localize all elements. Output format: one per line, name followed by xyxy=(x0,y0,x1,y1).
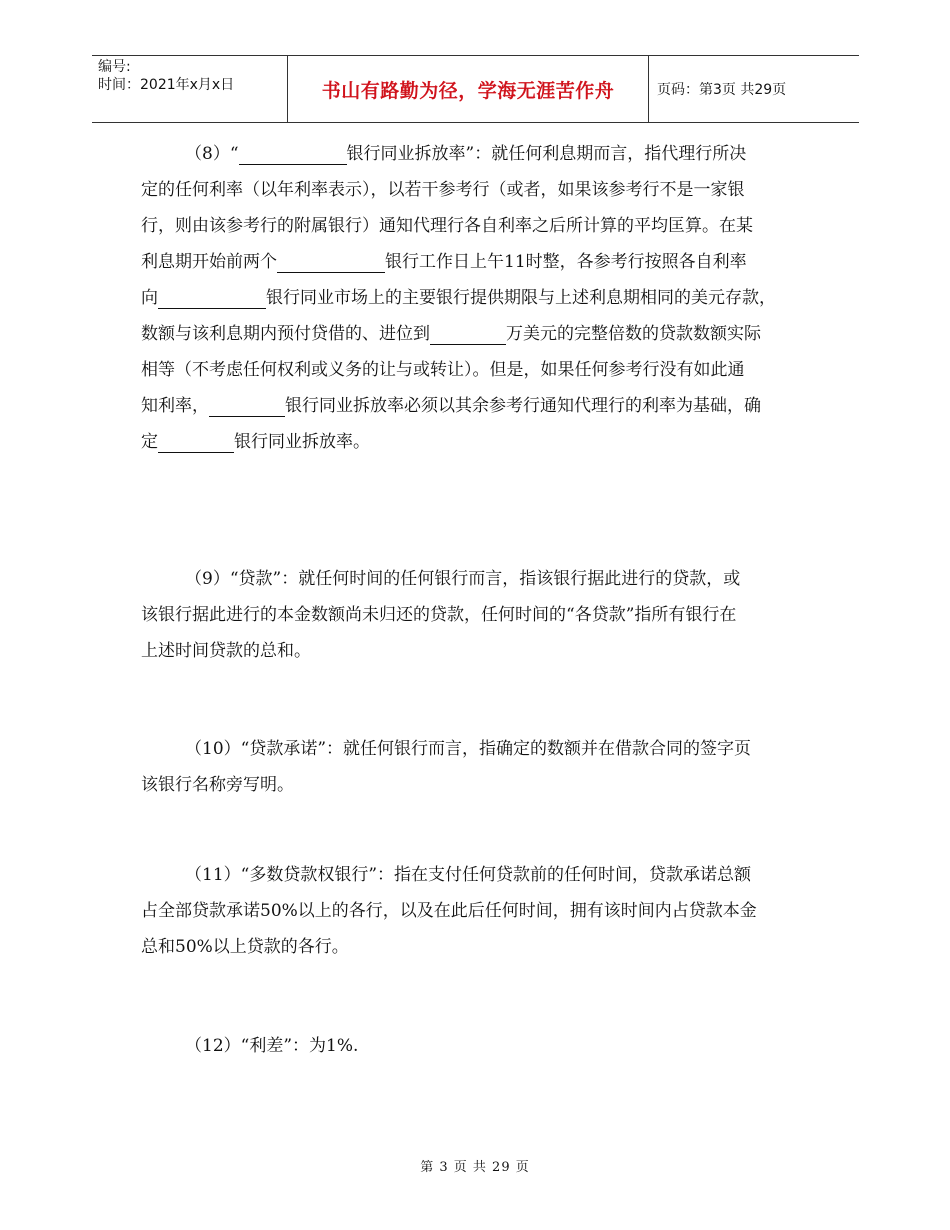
header-divider xyxy=(648,56,649,122)
clause-8 xyxy=(141,136,821,460)
text-line xyxy=(141,424,821,460)
text-segment: 向 xyxy=(141,288,158,308)
text-line xyxy=(141,633,821,669)
text-line xyxy=(141,1028,821,1064)
text-segment: 利息期开始前两个 xyxy=(141,252,277,272)
text-segment: 银行同业市场上的主要银行提供期限与上述利息期相同的美元存款， xyxy=(266,288,776,308)
text-line xyxy=(141,929,821,965)
text-line xyxy=(141,208,821,244)
text-line xyxy=(141,893,821,929)
text-segment: 定 xyxy=(141,432,158,452)
text-segment: （8）“ xyxy=(185,144,239,164)
text-segment: 银行同业拆放率。 xyxy=(234,432,370,452)
fill-in-blank xyxy=(209,394,285,417)
text-line xyxy=(141,388,821,424)
time-label: 时间：2021年x月x日 xyxy=(98,77,235,93)
text-segment: 知利率， xyxy=(141,396,209,416)
text-segment: 定的任何利率（以年利率表示），以若干参考行（或者，如果该参考行不是一家银 xyxy=(141,180,745,200)
fill-in-blank xyxy=(158,430,234,453)
number-label: 编号: xyxy=(98,59,131,75)
text-segment: 该银行据此进行的本金数额尚未归还的贷款，任何时间的“各贷款”指所有银行在 xyxy=(141,605,737,625)
text-segment: 总和50%以上贷款的各行。 xyxy=(141,937,349,957)
text-segment: 万美元的完整倍数的贷款数额实际 xyxy=(506,324,761,344)
text-segment: （10）“贷款承诺”：就任何银行而言，指确定的数额并在借款合同的签字页 xyxy=(185,739,752,759)
clause-10 xyxy=(141,731,821,803)
text-segment: 银行工作日上午11时整，各参考行按照各自利率 xyxy=(385,252,747,272)
text-line xyxy=(141,316,821,352)
clause-11 xyxy=(141,857,821,965)
header-motto: 书山有路勤为径，学海无涯苦作舟 xyxy=(321,79,615,102)
text-line xyxy=(141,561,821,597)
text-line xyxy=(141,172,821,208)
text-line xyxy=(141,352,821,388)
text-segment: 相等（不考虑任何权利或义务的让与或转让）。但是，如果任何参考行没有如此通 xyxy=(141,360,745,380)
text-segment: （12）“利差”：为1%. xyxy=(185,1036,359,1056)
fill-in-blank xyxy=(277,250,385,273)
text-segment: 占全部贷款承诺50%以上的各行，以及在此后任何时间，拥有该时间内占贷款本金 xyxy=(141,901,757,921)
text-line xyxy=(141,136,821,172)
text-segment: （9）“贷款”：就任何时间的任何银行而言，指该银行据此进行的贷款，或 xyxy=(185,569,741,589)
fill-in-blank xyxy=(158,286,266,309)
fill-in-blank xyxy=(430,322,506,345)
text-line xyxy=(141,731,821,767)
text-segment: 数额与该利息期内预付贷借的、进位到 xyxy=(141,324,430,344)
text-segment: （11）“多数贷款权银行”：指在支付任何贷款前的任何时间，贷款承诺总额 xyxy=(185,865,752,885)
header-page-info: 页码：第3页 共29页 xyxy=(657,82,787,98)
page-header xyxy=(92,55,859,123)
text-line xyxy=(141,597,821,633)
text-segment: 行，则由该参考行的附属银行）通知代理行各自利率之后所计算的平均匡算。在某 xyxy=(141,216,753,236)
text-line xyxy=(141,244,821,280)
text-line xyxy=(141,280,821,316)
text-line xyxy=(141,857,821,893)
clause-12 xyxy=(141,1028,821,1064)
fill-in-blank xyxy=(239,142,347,165)
header-meta xyxy=(98,58,288,94)
text-segment: 银行同业拆放率必须以其余参考行通知代理行的利率为基础，确 xyxy=(285,396,761,416)
page-footer: 第 3 页 共 29 页 xyxy=(420,1160,530,1175)
text-segment: 上述时间贷款的总和。 xyxy=(141,641,311,661)
text-line xyxy=(141,767,821,803)
text-segment: 该银行名称旁写明。 xyxy=(141,775,294,795)
clause-9 xyxy=(141,561,821,669)
text-segment: 银行同业拆放率”：就任何利息期而言，指代理行所决 xyxy=(346,144,747,164)
